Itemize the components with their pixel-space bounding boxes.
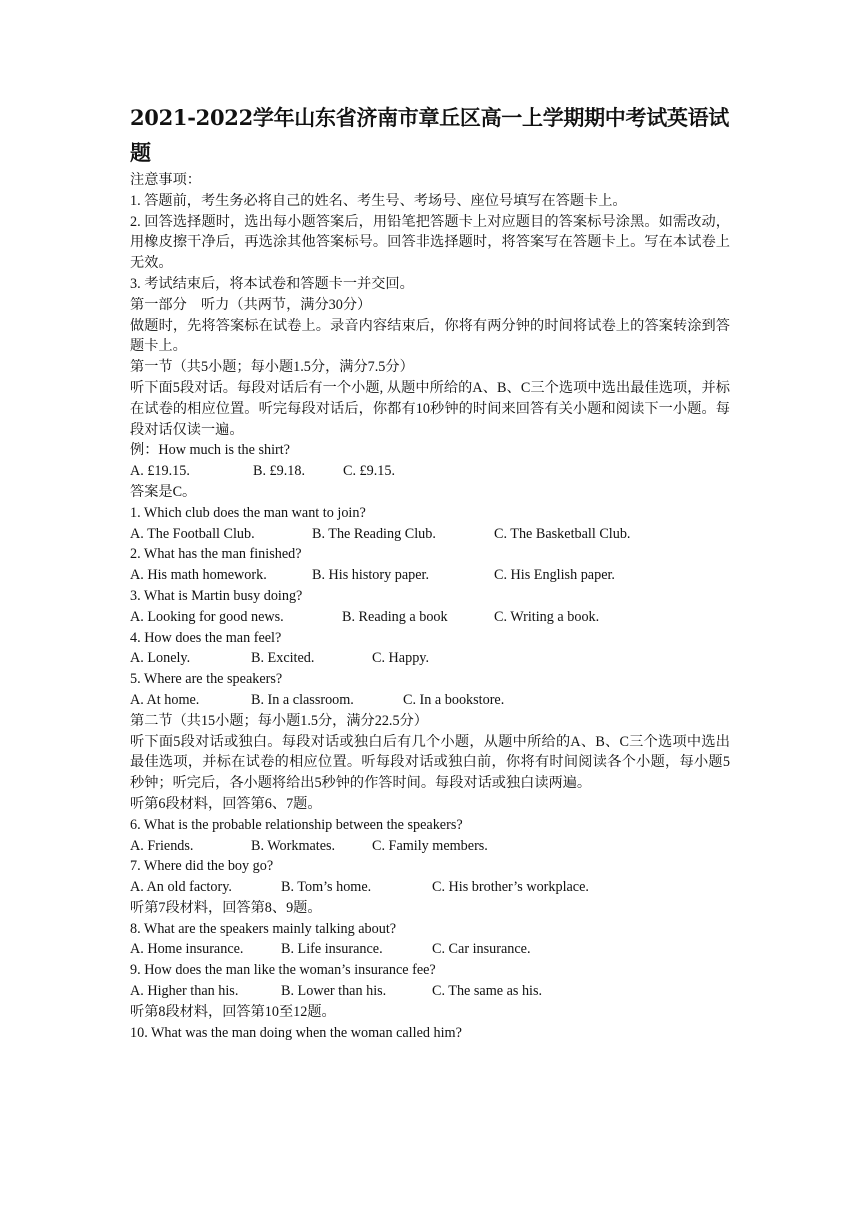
option-c: C. Happy. bbox=[372, 650, 430, 667]
option-c: C. His English paper. bbox=[494, 567, 615, 584]
exam-title: 2021-2022学年山东省济南市章丘区高一上学期期中考试英语试题 bbox=[130, 105, 730, 165]
question-1: 1. Which club does the man want to join? bbox=[130, 504, 366, 521]
option-b: B. The Reading Club. bbox=[312, 525, 436, 542]
notice-item-2: 2. 回答选择题时，选出每小题答案后，用铅笔把答题卡上对应题目的答案标号涂黑。如需改动，用橡皮擦干净后，再选涂其他答案标号。回答非选择题时，将答案写在答题卡上。写在本试卷上无效。 bbox=[130, 213, 730, 272]
option-c: C. The same as his. bbox=[432, 983, 543, 1000]
option-a: A. Lonely. bbox=[130, 650, 191, 667]
question-3: 3. What is Martin busy doing? bbox=[130, 587, 303, 604]
question-8: 8. What are the speakers mainly talking about? bbox=[130, 920, 397, 937]
material-7-heading: 听第7段材料，回答第8、9题。 bbox=[130, 899, 322, 916]
option-c: C. £9.15. bbox=[343, 463, 396, 480]
section2-instructions: 听下面5段对话或独白。每段对话或独白后有几个小题，从题中所给的A、B、C三个选项中选出最佳选项，并标在试卷的相应位置。听每段对话或独白前，你将有时间阅读各个小题，每小题5秒钟；听完后，各小题将给出5秒钟的作答时间。每段对话或独白读两遍。 bbox=[130, 733, 730, 792]
option-c: C. Family members. bbox=[372, 837, 488, 854]
question-4-options bbox=[130, 648, 730, 669]
option-a: A. Home insurance. bbox=[130, 941, 244, 958]
option-b: B. Excited. bbox=[251, 650, 315, 667]
option-a: A. Friends. bbox=[130, 837, 194, 854]
option-b: B. His history paper. bbox=[312, 567, 430, 584]
option-a: A. At home. bbox=[130, 691, 200, 708]
question-3-options bbox=[130, 607, 730, 628]
option-b: B. Lower than his. bbox=[281, 983, 387, 1000]
example-question: 例：How much is the shirt? bbox=[130, 442, 290, 459]
option-c: C. Writing a book. bbox=[494, 608, 600, 625]
question-7: 7. Where did the boy go? bbox=[130, 858, 274, 875]
question-4: 4. How does the man feel? bbox=[130, 629, 282, 646]
question-10: 10. What was the man doing when the woman called him? bbox=[130, 1024, 462, 1041]
notice-item-3: 3. 考试结束后，将本试卷和答题卡一并交回。 bbox=[130, 275, 414, 292]
option-a: A. Higher than his. bbox=[130, 983, 239, 1000]
option-c: C. In a bookstore. bbox=[403, 691, 505, 708]
option-b: B. Life insurance. bbox=[281, 941, 383, 958]
notice-item-1: 1. 答题前，考生务必将自己的姓名、考生号、考场号、座位号填写在答题卡上。 bbox=[130, 192, 627, 209]
option-b: B. Tom’s home. bbox=[281, 879, 372, 896]
option-a: A. An old factory. bbox=[130, 879, 232, 896]
option-b: B. Reading a book bbox=[342, 608, 448, 625]
material-6-heading: 听第6段材料，回答第6、7题。 bbox=[130, 795, 322, 812]
option-b: B. Workmates. bbox=[251, 837, 336, 854]
part1-heading: 第一部分 听力（共两节，满分30分） bbox=[130, 296, 372, 313]
part1-intro: 做题时，先将答案标在试卷上。录音内容结束后，你将有两分钟的时间将试卷上的答案转涂到答题卡上。 bbox=[130, 317, 730, 355]
option-a: A. Looking for good news. bbox=[130, 608, 284, 625]
section1-instructions: 听下面5段对话。每段对话后有一个小题, 从题中所给的A、B、C三个选项中选出最佳选项，并标在试卷的相应位置。听完每段对话后，你都有10秒钟的时间来回答有关小题和阅读下一小题。每段对话仅读一遍。 bbox=[130, 379, 730, 438]
example-answer: 答案是C。 bbox=[130, 483, 197, 500]
question-1-options bbox=[130, 524, 730, 545]
section2-heading: 第二节（共15小题；每小题1.5分，满分22.5分） bbox=[130, 712, 428, 729]
question-2: 2. What has the man finished? bbox=[130, 546, 302, 563]
option-a: A. His math homework. bbox=[130, 567, 267, 584]
question-6-options bbox=[130, 836, 730, 857]
option-c: C. His brother’s workplace. bbox=[432, 879, 589, 896]
material-8-heading: 听第8段材料，回答第10至12题。 bbox=[130, 1003, 336, 1020]
option-b: B. In a classroom. bbox=[251, 691, 354, 708]
option-b: B. £9.18. bbox=[253, 463, 306, 480]
question-2-options bbox=[130, 565, 730, 586]
question-6: 6. What is the probable relationship between the speakers? bbox=[130, 816, 463, 833]
question-5-options bbox=[130, 690, 730, 711]
question-9: 9. How does the man like the woman’s insurance fee? bbox=[130, 962, 436, 979]
question-9-options bbox=[130, 981, 730, 1002]
exam-page bbox=[130, 100, 730, 1043]
question-8-options bbox=[130, 939, 730, 960]
option-c: C. Car insurance. bbox=[432, 941, 531, 958]
example-options bbox=[130, 461, 730, 482]
option-a: A. £19.15. bbox=[130, 463, 190, 480]
question-7-options bbox=[130, 877, 730, 898]
question-5: 5. Where are the speakers? bbox=[130, 671, 283, 688]
section1-heading: 第一节（共5小题；每小题1.5分，满分7.5分） bbox=[130, 359, 414, 376]
notice-heading: 注意事项： bbox=[130, 172, 201, 188]
option-a: A. The Football Club. bbox=[130, 525, 255, 542]
option-c: C. The Basketball Club. bbox=[494, 525, 631, 542]
